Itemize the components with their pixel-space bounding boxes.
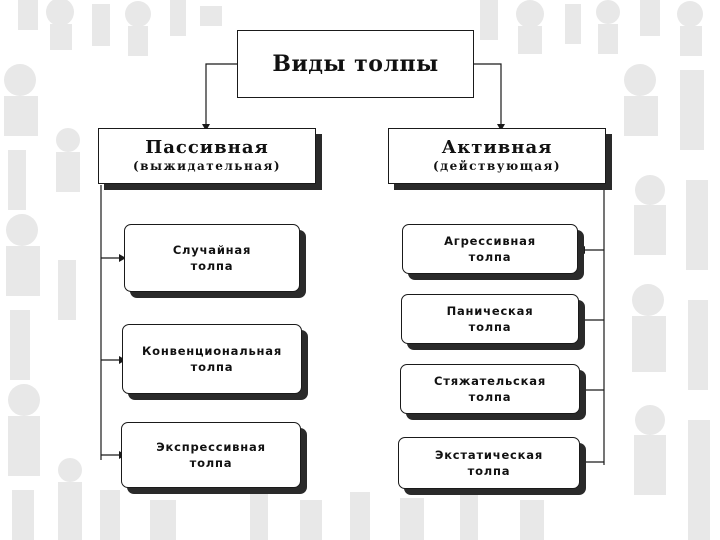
node-passive-2 — [122, 324, 302, 394]
connector-root-passive — [206, 64, 237, 128]
node-label: толпа — [189, 456, 233, 470]
connector-root-active — [474, 64, 501, 128]
node-passive-1 — [124, 224, 300, 292]
node-label: Случайная — [172, 243, 252, 257]
node-label: толпа — [468, 320, 512, 334]
node-label: толпа — [467, 464, 511, 478]
node-label: толпа — [190, 259, 234, 273]
node-label: Агрессивная — [444, 234, 536, 248]
node-label: Стяжательская — [433, 374, 547, 388]
node-active-2 — [401, 294, 579, 344]
category-passive — [98, 128, 316, 184]
node-active-3 — [400, 364, 580, 414]
node-label: Экстатическая — [434, 448, 544, 462]
node-label: толпа — [190, 360, 234, 374]
node-label: Паническая — [446, 304, 534, 318]
root-node — [237, 30, 474, 98]
category-active — [388, 128, 606, 184]
category-passive-subtitle: (выжидательная) — [132, 159, 282, 173]
arrowhead-active-1 — [578, 246, 585, 254]
node-label: Конвенциональная — [141, 344, 283, 358]
node-active-1 — [402, 224, 578, 274]
arrowhead-active-2 — [578, 316, 585, 324]
category-active-subtitle: (действующая) — [432, 159, 562, 173]
node-label: толпа — [468, 390, 512, 404]
category-active-title: Активная — [441, 137, 553, 158]
node-passive-3 — [121, 422, 301, 488]
node-label: толпа — [468, 250, 512, 264]
node-active-4 — [398, 437, 580, 489]
category-passive-title: Пассивная — [145, 137, 269, 158]
root-title: Виды толпы — [272, 51, 439, 77]
node-label: Экспрессивная — [156, 440, 266, 454]
